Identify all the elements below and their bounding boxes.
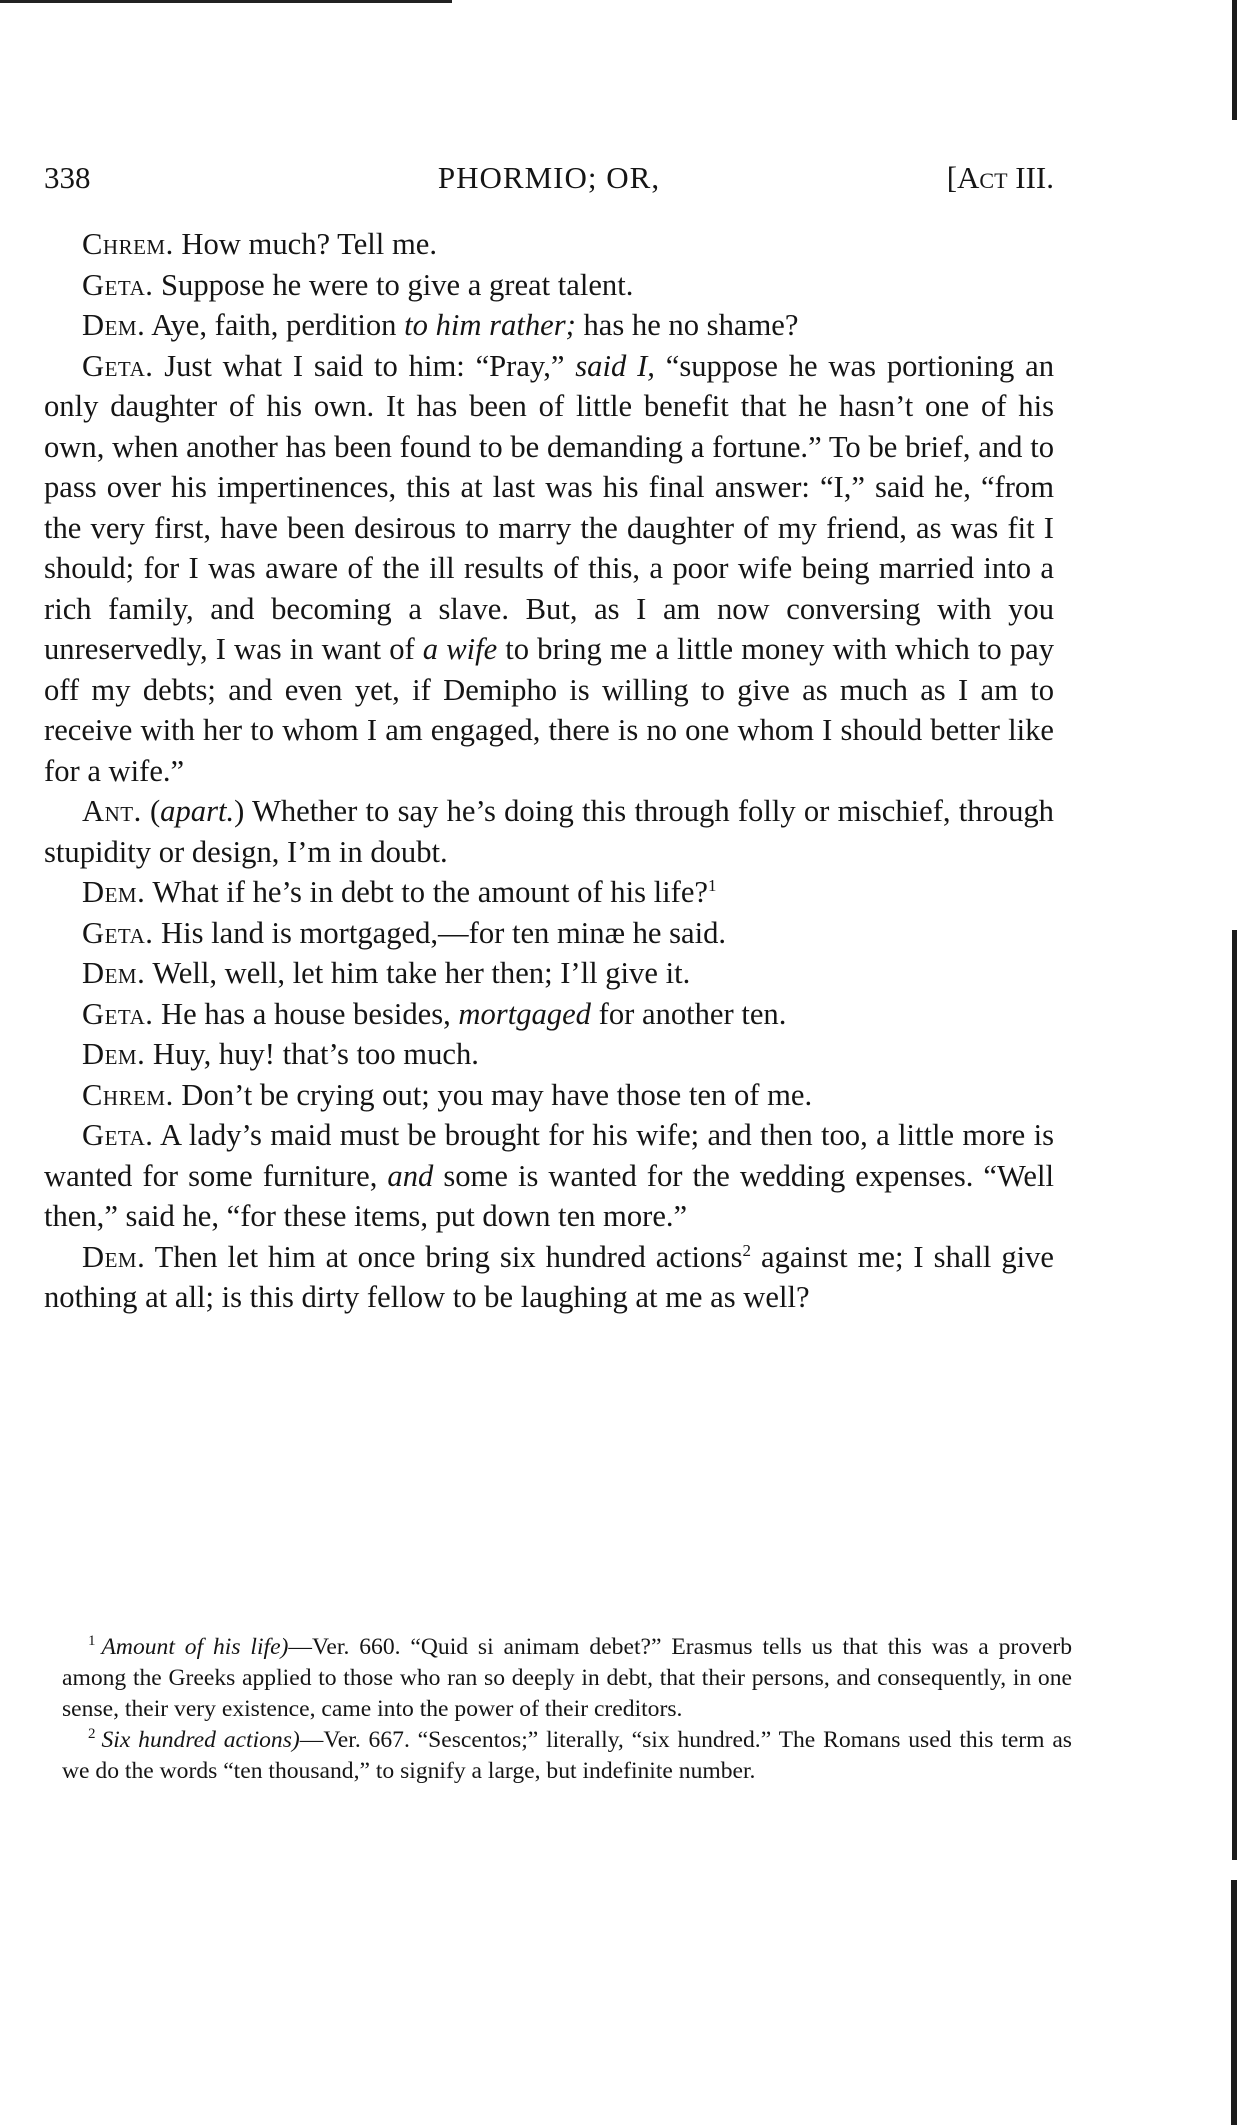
footnote-mark: 2 — [88, 1726, 96, 1743]
speaker-name: Chrem. — [82, 1077, 174, 1112]
text-run: Well, well, let him take her then; I’ll give it. — [145, 956, 691, 990]
text-run: against me; I shall give nothing at all; is this dirty fellow to be laughing at me as well? — [44, 1239, 1055, 1314]
dialogue-paragraph — [44, 224, 1054, 265]
text-run: ) Whether to say he’s doing this through folly or mischief, through stupidity or design, I’m in doubt. — [44, 794, 1054, 869]
scan-right-edge — [1232, 0, 1237, 120]
text-run: What if he’s in debt to the amount of his life? — [145, 875, 708, 909]
scan-top-edge — [0, 0, 452, 3]
speaker-name: Geta. — [82, 996, 154, 1031]
speaker-name: Geta. — [82, 915, 154, 950]
footnotes — [62, 1632, 1072, 1787]
text-run: has he no shame? — [575, 308, 799, 342]
text-run: “suppose he was portioning an only daughter of his own. It has been of little benefit that he hasn’t one of his own, when another has been found to be demanding a fortune.” To be brief, and to pass over his impertinences, this at last was his final answer: “I,” said he, “from the very first, have been desirous to marry the daughter of my friend, as was fit I should; for I was aware of the ill results of this, a poor wife being married into a rich family, and becoming a slave. But, as I am now conversing with you unreservedly, I was in want of — [44, 348, 1054, 666]
footnote — [62, 1725, 1072, 1787]
italic-text: and — [387, 1158, 434, 1193]
text-run: —Ver. 660. “Quid si animam debet?” Erasmus tells us that this was a proverb among the Greeks applied to those who ran so deeply in debt, that their persons, and consequently, in one sense, their very existence, came into the power of their creditors. — [62, 1634, 1072, 1722]
text-run: Just what I said to him: “Pray,” — [153, 348, 576, 383]
speaker-name: Dem. — [82, 956, 146, 990]
dialogue-paragraph — [44, 791, 1054, 872]
italic-text: a wife — [422, 632, 498, 666]
text-run: for another ten. — [590, 996, 787, 1031]
footnote-reference: 2 — [742, 1240, 751, 1260]
dialogue-paragraph — [44, 872, 1054, 913]
text-run: Huy, huy! that’s too much. — [145, 1037, 479, 1071]
text-run: He has a house besides, — [153, 996, 459, 1031]
dialogue-paragraph — [44, 953, 1054, 994]
text-run: some is wanted for the wedding expenses. “Well then,” said he, “for these items, put down ten more.” — [44, 1158, 1054, 1233]
scan-right-edge — [1232, 930, 1237, 1860]
speaker-name: Dem. — [82, 1037, 146, 1071]
text-run: How much? Tell me. — [173, 227, 437, 261]
page-number: 338 — [44, 160, 91, 195]
dialogue-text — [44, 224, 1054, 1318]
italic-text: Six hundred actions) — [101, 1727, 300, 1753]
italic-text: said I, — [575, 348, 655, 383]
dialogue-paragraph — [44, 305, 1054, 346]
running-title: PHORMIO; OR, — [437, 160, 661, 195]
italic-text: mortgaged — [458, 996, 591, 1031]
speaker-name: Geta. — [82, 1118, 154, 1152]
act-label: [Act III. — [946, 160, 1054, 195]
text-run: His land is mortgaged,—for ten minæ he said. — [153, 915, 727, 950]
text-run: —Ver. 667. “Sescentos;” literally, “six hundred.” The Romans used this term as we do the words “ten thousand,” to signify a large, but indefinite number. — [62, 1727, 1072, 1784]
speaker-name: Ant. — [82, 794, 142, 828]
dialogue-paragraph — [44, 913, 1054, 954]
scan-right-edge — [1231, 1880, 1237, 2125]
speaker-name: Dem. — [82, 1239, 146, 1274]
dialogue-paragraph — [44, 265, 1054, 306]
speaker-name: Geta. — [82, 348, 154, 383]
text-run: A lady’s maid must be brought for his wife; and then too, a little more is wanted for some furniture, — [44, 1118, 1054, 1193]
footnote-mark: 1 — [88, 1633, 96, 1650]
speaker-name: Geta. — [82, 267, 154, 302]
dialogue-paragraph — [44, 1115, 1054, 1237]
text-run: Suppose he were to give a great talent. — [153, 267, 634, 302]
text-run: Then let him at once bring six hundred actions — [145, 1239, 743, 1274]
speaker-name: Chrem. — [82, 227, 174, 261]
dialogue-paragraph — [44, 346, 1054, 792]
text-run: ( — [141, 794, 161, 828]
speaker-name: Dem. — [82, 308, 146, 342]
dialogue-paragraph — [44, 1237, 1054, 1318]
dialogue-paragraph — [44, 994, 1054, 1035]
italic-text: to him rather; — [404, 308, 576, 342]
running-head — [44, 160, 1054, 208]
speaker-name: Dem. — [82, 875, 146, 909]
text-run: to bring me a little money with which to pay off my debts; and even yet, if Demipho is willing to give as much as I am to receive with her to whom I am engaged, there is no one whom I should better like for a wife.” — [44, 632, 1054, 788]
text-run: Don’t be crying out; you may have those ten of me. — [173, 1077, 813, 1112]
dialogue-paragraph — [44, 1075, 1054, 1116]
italic-text: Amount of his life) — [101, 1634, 289, 1660]
footnote — [62, 1632, 1072, 1725]
text-run: Aye, faith, perdition — [145, 308, 405, 342]
italic-text: apart. — [160, 794, 235, 828]
dialogue-paragraph — [44, 1034, 1054, 1075]
book-page — [44, 160, 1054, 1318]
footnote-reference: 1 — [708, 875, 717, 895]
